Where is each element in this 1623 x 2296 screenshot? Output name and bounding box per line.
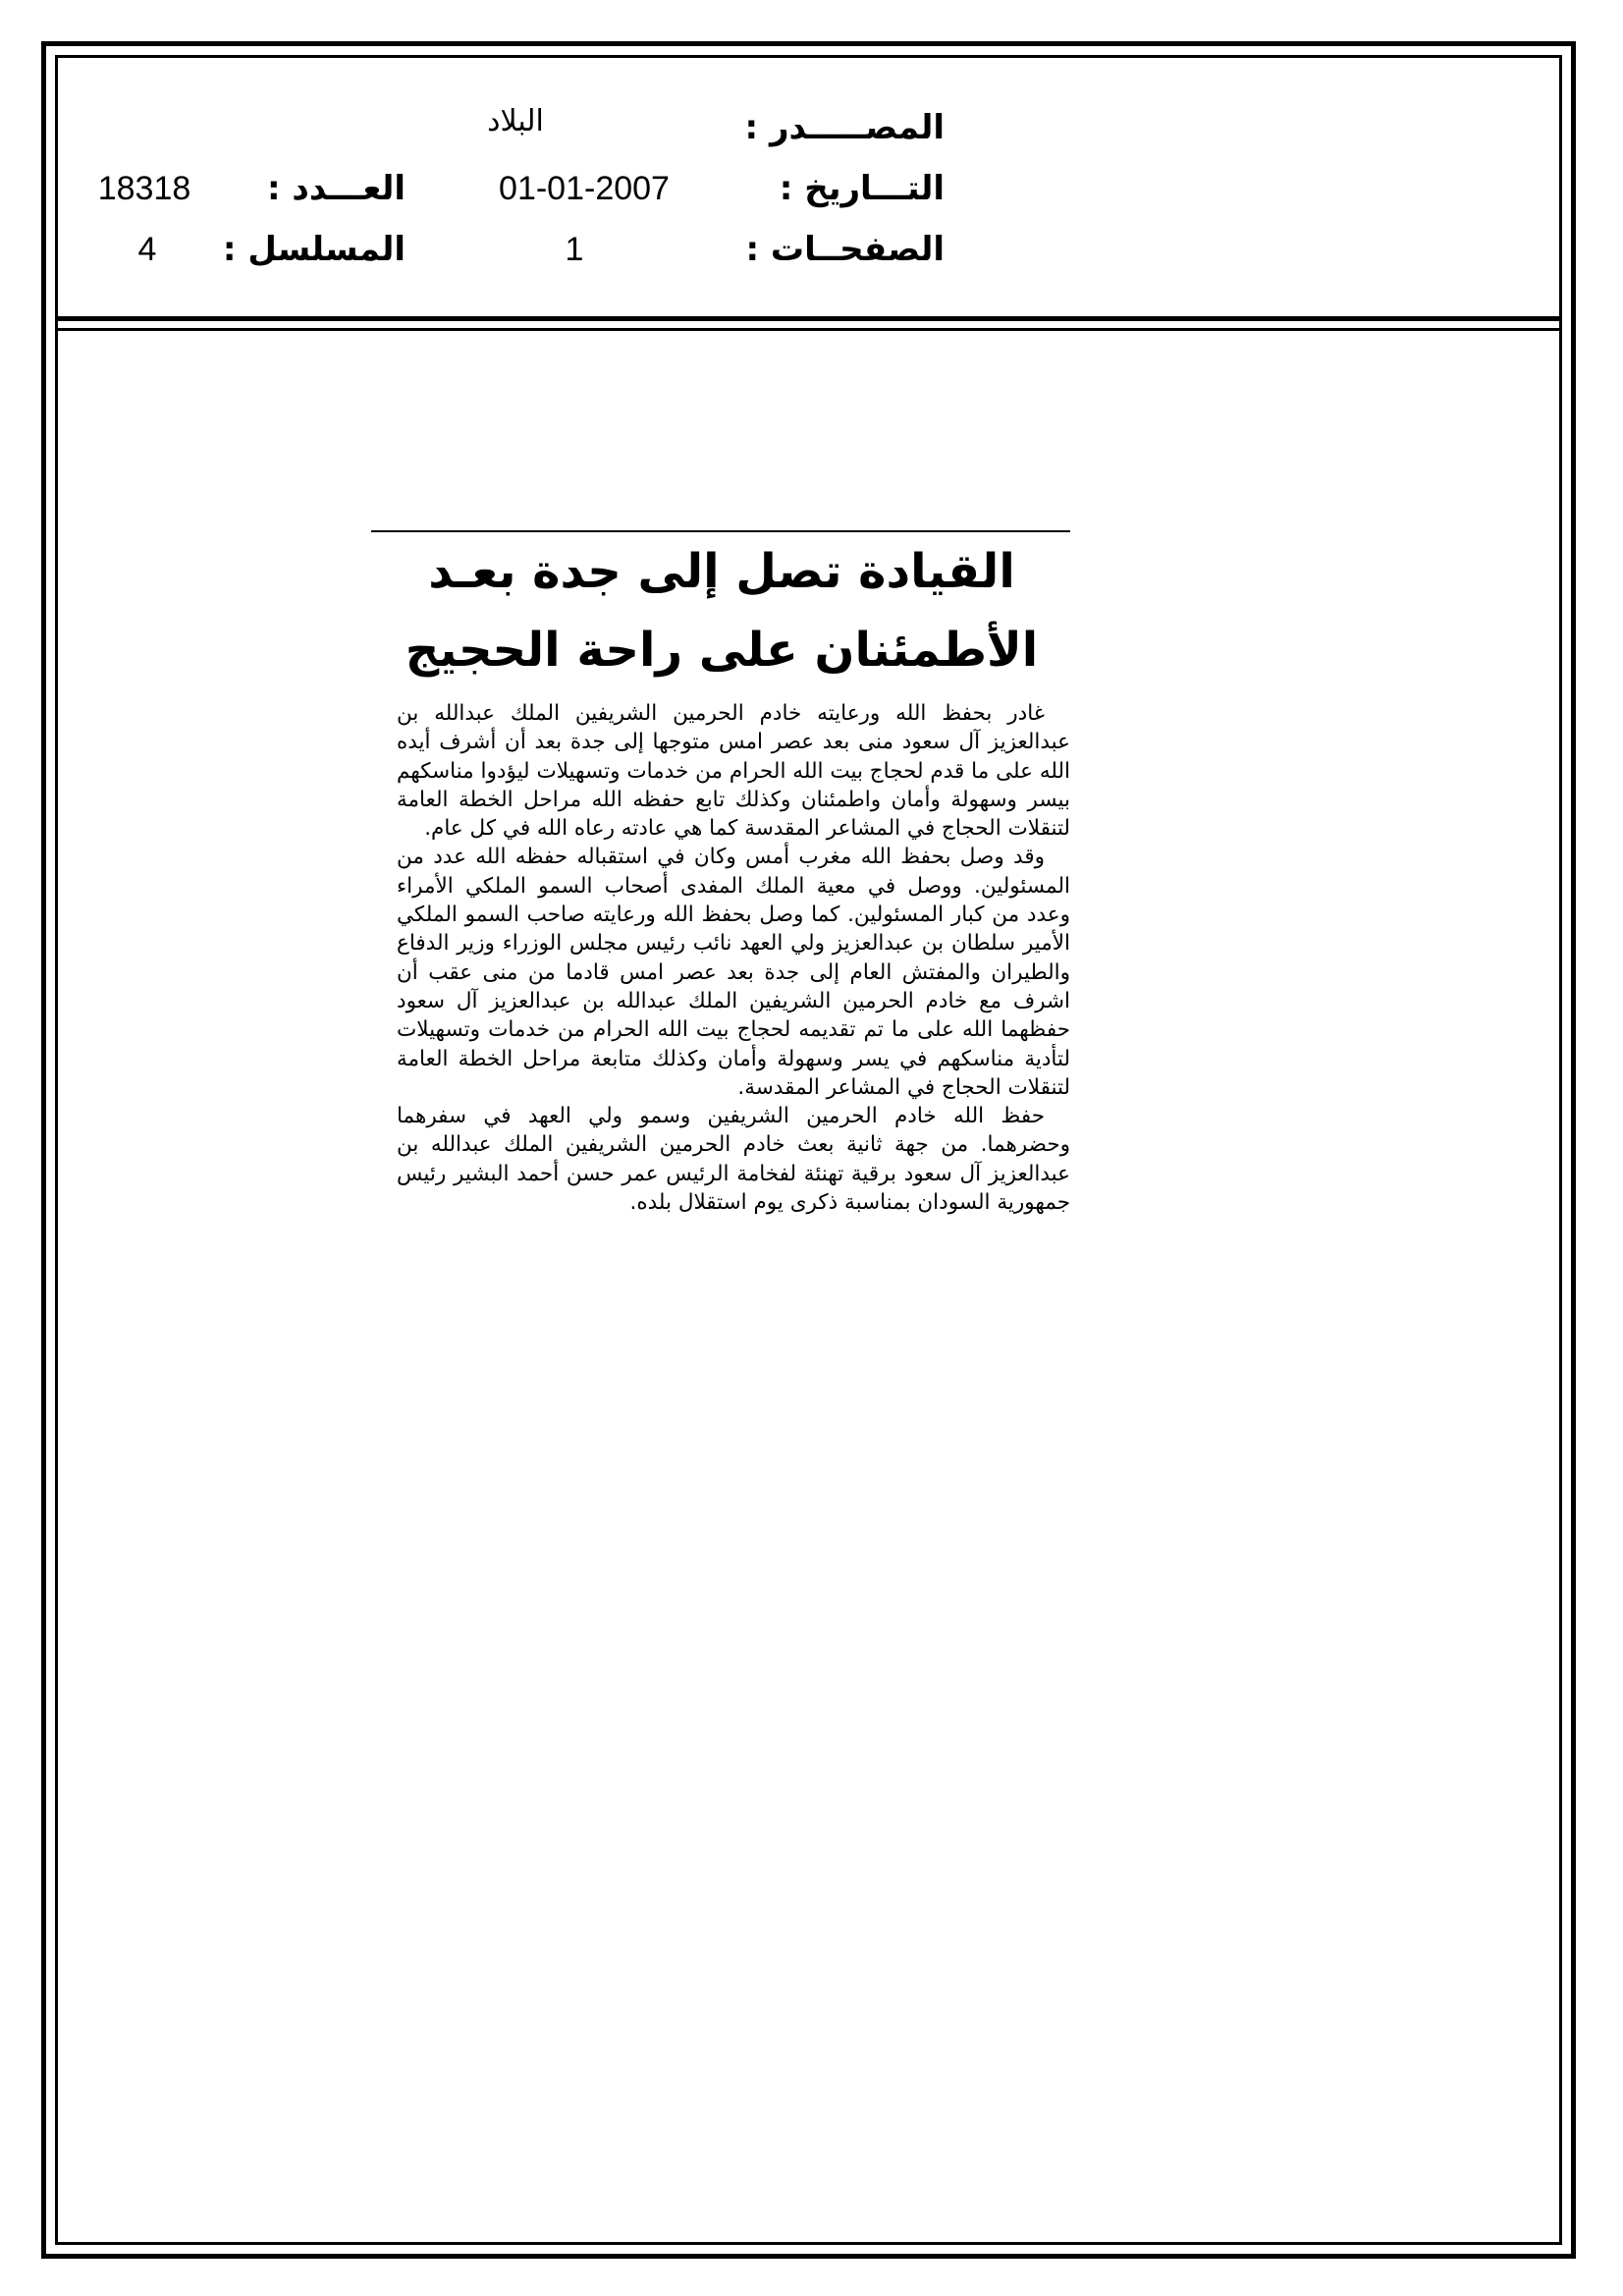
serial-value: 4 (137, 231, 157, 268)
article-paragraph: غادر بحفظ الله ورعايته خادم الحرمين الشريفين الملك عبدالله بن عبدالعزيز آل سعود منى بعد عصر امس متوجها إلى جدة بعد أن أشرف أيده الله على ما قدم لحجاج بيت الله الحرام من خدمات وتسهيلات ليؤدوا مناسكهم بيسر وسهولة وأمان واطمئنان وكذلك تابع حفظه الله مراحل الخطة العامة لتنقلات الحجاج في المشاعر المقدسة كما هي عادته رعاه الله في كل عام. (397, 701, 1070, 842)
pages-label: الصفحــات : (745, 230, 945, 269)
header-divider (55, 316, 1562, 321)
article-body (397, 699, 1070, 1217)
serial-label: المسلسل : (222, 230, 406, 269)
article-headline-line1: القيادة تصل إلى جدة بعـد (428, 544, 1015, 599)
issue-value: 18318 (97, 170, 191, 207)
issue-label: العـــدد : (267, 169, 406, 208)
clipping-top-rule (371, 530, 1070, 532)
article-headline-line2: الأطمئنان على راحة الحجيج (405, 623, 1039, 678)
article-paragraph: حفظ الله خادم الحرمين الشريفين وسمو ولي العهد في سفرهما وحضرهما. من جهة ثانية بعث خادم الحرمين الشريفين الملك عبدالله بن عبدالعزيز آل سعود برقية تهنئة لفخامة الرئيس عمر حسن أحمد البشير رئيس جمهورية السودان بمناسبة ذكرى يوم استقلال بلده. (397, 1104, 1070, 1216)
article-paragraph: وقد وصل بحفظ الله مغرب أمس وكان في استقباله حفظه الله عدد من المسئولين. ووصل في معية الملك المفدى أصحاب السمو الملكي الأمراء وعدد من كبار المسئولين. كما وصل بحفظ الله ورعايته صاحب السمو الملكي الأمير سلطان بن عبدالعزيز ولي العهد نائب رئيس مجلس الوزراء وزير الدفاع والطيران والمفتش العام إلى جدة بعد عصر امس قادما من منى عقب أن اشرف مع خادم الحرمين الشريفين الملك عبدالله بن عبدالعزيز آل سعود حفظهما الله على ما تم تقديمه لحجاج بيت الله الحرام من خدمات وتسهيلات لتأدية مناسكهم في يسر وسهولة وأمان وكذلك متابعة مراحل الخطة العامة لتنقلات الحجاج في المشاعر المقدسة. (397, 845, 1070, 1100)
source-label: المصـــــدر : (744, 108, 945, 147)
date-value: 01-01-2007 (499, 170, 670, 207)
header-divider-inner (55, 328, 1562, 331)
source-value: البلاد (487, 104, 544, 138)
date-label: التـــاريخ : (779, 169, 945, 208)
pages-value: 1 (565, 231, 584, 268)
